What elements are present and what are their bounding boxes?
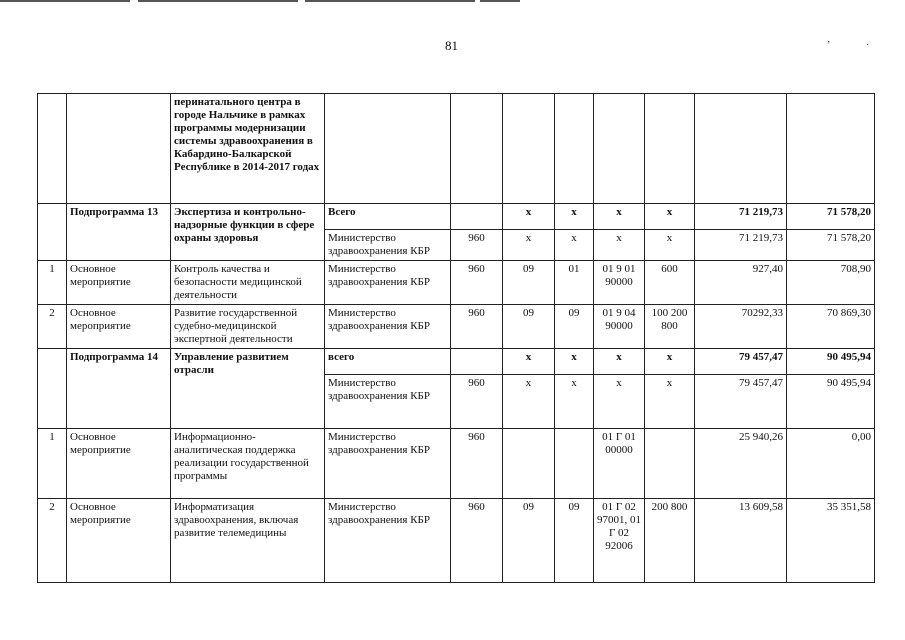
rz-code: х xyxy=(503,375,555,429)
amount-year-2: 70 869,30 xyxy=(787,305,875,349)
vr-code: 600 xyxy=(645,261,695,305)
vr-code: х xyxy=(645,230,695,261)
rz-code: х xyxy=(503,230,555,261)
measure-name: Информационно-аналитическая поддержка реализации государственной программы xyxy=(171,429,325,499)
csr-code: 01 9 01 90000 xyxy=(594,261,645,305)
row-number: 2 xyxy=(38,305,67,349)
grbs-code: 960 xyxy=(451,499,503,583)
amount-year-2: 90 495,94 xyxy=(787,375,875,429)
amount-year-1: 71 219,73 xyxy=(695,230,787,261)
amount-year-1: 25 940,26 xyxy=(695,429,787,499)
cell xyxy=(695,94,787,204)
rz-code: 09 xyxy=(503,499,555,583)
grbs-code: 960 xyxy=(451,429,503,499)
cell xyxy=(38,204,67,261)
table-row xyxy=(38,204,875,230)
amount-year-2: 71 578,20 xyxy=(787,230,875,261)
pr-code: 01 xyxy=(555,261,594,305)
vr-code: 100 200 800 xyxy=(645,305,695,349)
cell xyxy=(38,94,67,204)
measure-type: Основное мероприятие xyxy=(67,305,171,349)
cell xyxy=(503,94,555,204)
amount-year-1: 13 609,58 xyxy=(695,499,787,583)
row-number: 1 xyxy=(38,261,67,305)
budget-table xyxy=(37,93,875,583)
measure-type: Основное мероприятие xyxy=(67,499,171,583)
table-row xyxy=(38,499,875,583)
grbs-code: 960 xyxy=(451,305,503,349)
executor: Всего xyxy=(325,204,451,230)
measure-type: Основное мероприятие xyxy=(67,261,171,305)
pr-code: х xyxy=(555,375,594,429)
scan-mark: ʼ xyxy=(827,40,831,51)
csr-code: 01 Г 02 97001, 01 Г 02 92006 xyxy=(594,499,645,583)
subprogram-label: Подпрограмма 14 xyxy=(67,349,171,429)
pr-code: 09 xyxy=(555,499,594,583)
vr-code: х xyxy=(645,349,695,375)
cell xyxy=(38,349,67,429)
cell xyxy=(594,94,645,204)
vr-code: х xyxy=(645,204,695,230)
page-number: 81 xyxy=(445,38,458,53)
table-row xyxy=(38,261,875,305)
executor: Министерство здравоохранения КБР xyxy=(325,305,451,349)
amount-year-1: 927,40 xyxy=(695,261,787,305)
amount-year-2: 0,00 xyxy=(787,429,875,499)
grbs-code xyxy=(451,204,503,230)
vr-code: х xyxy=(645,375,695,429)
measure-name: Контроль качества и безопасности медицинской деятельности xyxy=(171,261,325,305)
csr-code: х xyxy=(594,204,645,230)
pr-code: 09 xyxy=(555,305,594,349)
csr-code: х xyxy=(594,230,645,261)
subprogram-name: Управление развитием отрасли xyxy=(171,349,325,429)
pr-code xyxy=(555,429,594,499)
subprogram-label: Подпрограмма 13 xyxy=(67,204,171,261)
executor: Министерство здравоохранения КБР xyxy=(325,230,451,261)
csr-code: 01 9 04 90000 xyxy=(594,305,645,349)
measure-name: перинатального центра в городе Нальчике в рамках программы модернизации системы здравоохранения в Кабардино-Балкарской Республике в 2014-2017 годах xyxy=(171,94,325,204)
pr-code: х xyxy=(555,204,594,230)
cell xyxy=(787,94,875,204)
amount-year-1: 71 219,73 xyxy=(695,204,787,230)
measure-type: Основное мероприятие xyxy=(67,429,171,499)
executor: Министерство здравоохранения КБР xyxy=(325,429,451,499)
table-row xyxy=(38,305,875,349)
amount-year-1: 70292,33 xyxy=(695,305,787,349)
subprogram-name: Экспертиза и контрольно-надзорные функции в сфере охраны здоровья xyxy=(171,204,325,261)
csr-code: х xyxy=(594,375,645,429)
rz-code: 09 xyxy=(503,261,555,305)
row-number: 2 xyxy=(38,499,67,583)
amount-year-1: 79 457,47 xyxy=(695,349,787,375)
row-number: 1 xyxy=(38,429,67,499)
table-row xyxy=(38,429,875,499)
cell xyxy=(555,94,594,204)
executor: Министерство здравоохранения КБР xyxy=(325,375,451,429)
csr-code: 01 Г 01 00000 xyxy=(594,429,645,499)
executor: всего xyxy=(325,349,451,375)
table-row xyxy=(38,94,875,204)
measure-name: Развитие государственной судебно-медицинской экспертной деятельности xyxy=(171,305,325,349)
rz-code: 09 xyxy=(503,305,555,349)
amount-year-2: 71 578,20 xyxy=(787,204,875,230)
measure-name: Информатизация здравоохранения, включая развитие телемедицины xyxy=(171,499,325,583)
pr-code: х xyxy=(555,349,594,375)
table-row xyxy=(38,349,875,375)
grbs-code xyxy=(451,349,503,375)
amount-year-2: 35 351,58 xyxy=(787,499,875,583)
grbs-code: 960 xyxy=(451,230,503,261)
rz-code: х xyxy=(503,204,555,230)
executor: Министерство здравоохранения КБР xyxy=(325,261,451,305)
amount-year-2: 708,90 xyxy=(787,261,875,305)
vr-code: 200 800 xyxy=(645,499,695,583)
vr-code xyxy=(645,429,695,499)
amount-year-1: 79 457,47 xyxy=(695,375,787,429)
pr-code: х xyxy=(555,230,594,261)
scan-mark: · xyxy=(866,40,870,51)
csr-code: х xyxy=(594,349,645,375)
cell xyxy=(451,94,503,204)
rz-code xyxy=(503,429,555,499)
scan-top-border xyxy=(0,0,905,3)
grbs-code: 960 xyxy=(451,261,503,305)
executor: Министерство здравоохранения КБР xyxy=(325,499,451,583)
amount-year-2: 90 495,94 xyxy=(787,349,875,375)
cell xyxy=(645,94,695,204)
rz-code: х xyxy=(503,349,555,375)
grbs-code: 960 xyxy=(451,375,503,429)
cell xyxy=(67,94,171,204)
cell xyxy=(325,94,451,204)
